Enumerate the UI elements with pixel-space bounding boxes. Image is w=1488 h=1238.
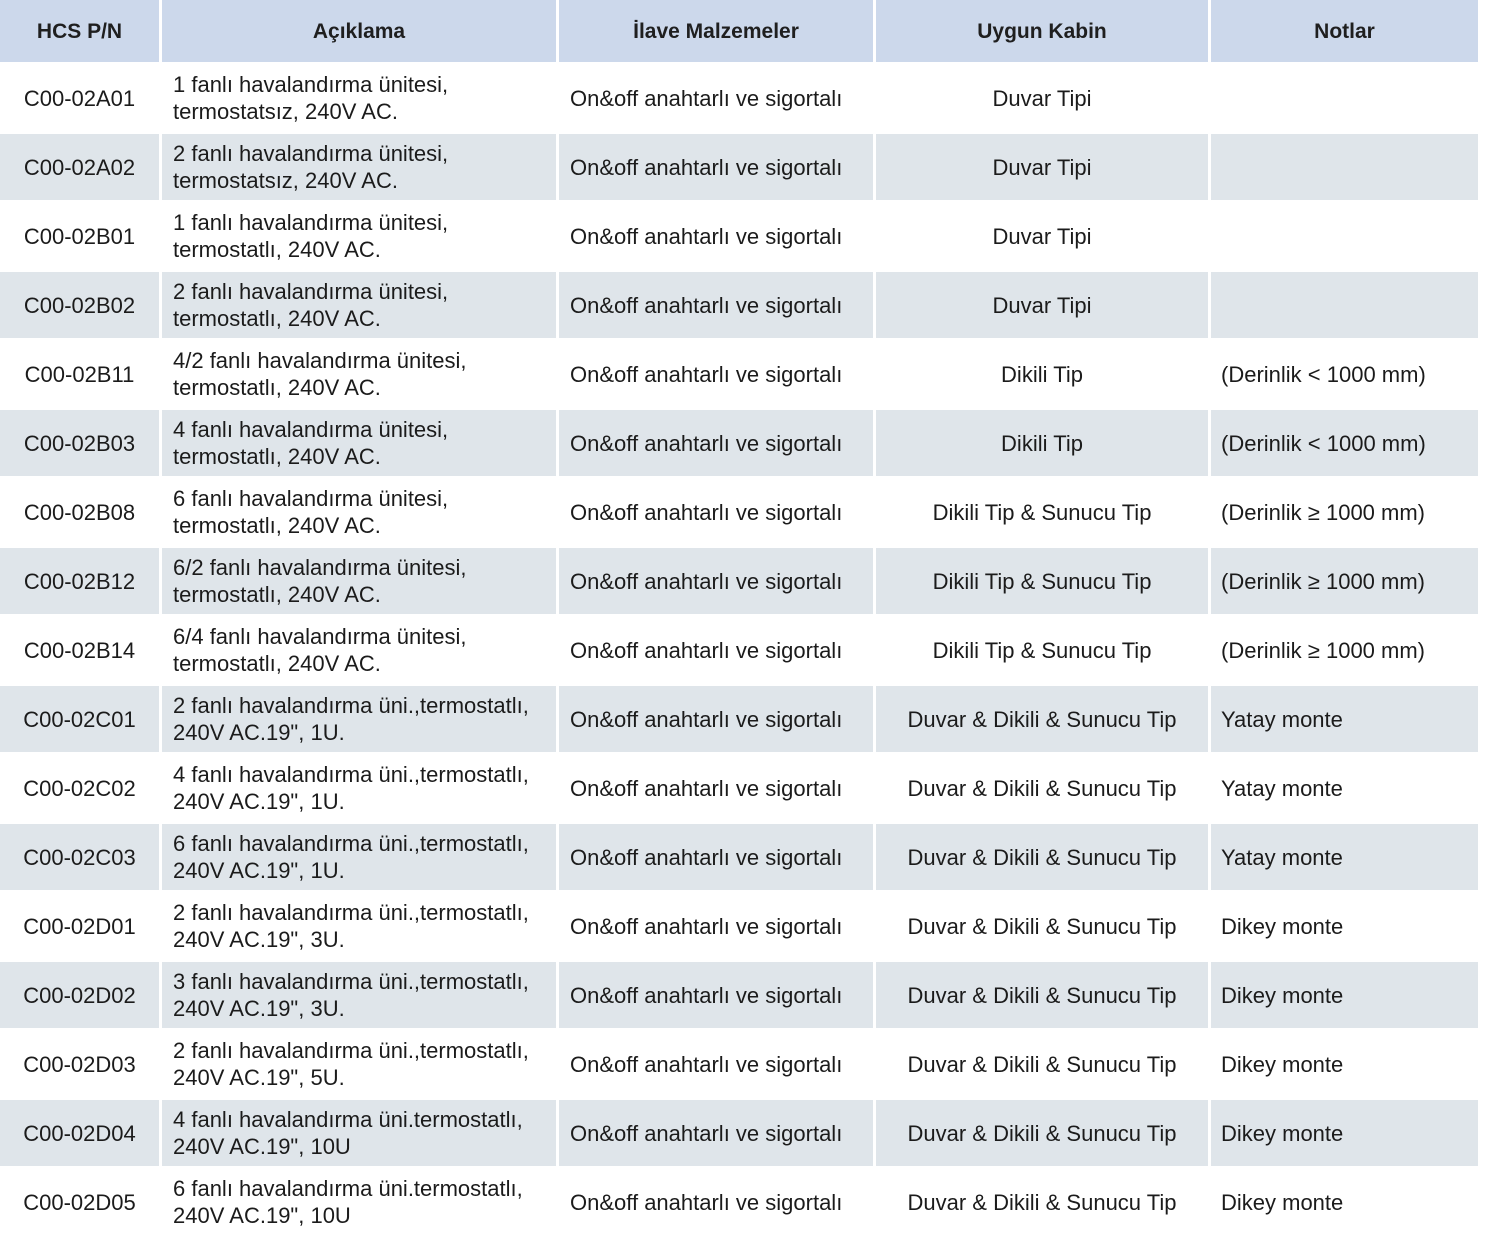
description-line-2: 240V AC.19", 3U. <box>173 927 345 952</box>
extra-materials-cell: On&off anahtarlı ve sigortalı <box>559 962 876 1031</box>
extra-materials-cell: On&off anahtarlı ve sigortalı <box>559 410 876 479</box>
notes-cell: (Derinlik < 1000 mm) <box>1211 410 1478 479</box>
description-line-2: 240V AC.19", 1U. <box>173 858 345 883</box>
suitable-cabinet-cell: Dikili Tip & Sunucu Tip <box>876 479 1211 548</box>
table-row <box>0 824 1478 893</box>
part-number-cell: C00-02D03 <box>0 1031 162 1100</box>
description-line-1: 1 fanlı havalandırma ünitesi, <box>173 72 449 97</box>
part-number-cell: C00-02B03 <box>0 410 162 479</box>
table-row <box>0 1031 1478 1100</box>
table-header-row <box>0 0 1478 65</box>
description-line-1: 4 fanlı havalandırma ünitesi, <box>173 417 449 442</box>
extra-materials-cell: On&off anahtarlı ve sigortalı <box>559 203 876 272</box>
suitable-cabinet-cell: Duvar Tipi <box>876 134 1211 203</box>
part-number-cell: C00-02B01 <box>0 203 162 272</box>
description-line-1: 2 fanlı havalandırma ünitesi, <box>173 279 449 304</box>
description-cell <box>162 755 559 824</box>
description-line-2: 240V AC.19", 1U. <box>173 720 345 745</box>
notes-cell: (Derinlik ≥ 1000 mm) <box>1211 617 1478 686</box>
table-row <box>0 686 1478 755</box>
description-text <box>173 347 467 401</box>
notes-cell: Yatay monte <box>1211 686 1478 755</box>
table-row <box>0 134 1478 203</box>
description-line-2: 240V AC.19", 5U. <box>173 1065 345 1090</box>
description-line-2: termostatlı, 240V AC. <box>173 306 381 331</box>
description-line-1: 2 fanlı havalandırma üni.,termostatlı, <box>173 1038 529 1063</box>
table-row <box>0 203 1478 272</box>
description-line-2: 240V AC.19", 3U. <box>173 996 345 1021</box>
suitable-cabinet-cell: Duvar & Dikili & Sunucu Tip <box>876 962 1211 1031</box>
part-number-cell: C00-02B14 <box>0 617 162 686</box>
part-number-cell: C00-02C02 <box>0 755 162 824</box>
notes-cell <box>1211 65 1478 134</box>
description-text <box>173 1175 523 1229</box>
description-cell <box>162 548 559 617</box>
description-line-2: termostatlı, 240V AC. <box>173 582 381 607</box>
description-text <box>173 278 448 332</box>
description-cell <box>162 1169 559 1238</box>
notes-cell <box>1211 272 1478 341</box>
description-cell <box>162 272 559 341</box>
description-line-2: termostatlı, 240V AC. <box>173 375 381 400</box>
description-cell <box>162 962 559 1031</box>
extra-materials-cell: On&off anahtarlı ve sigortalı <box>559 1169 876 1238</box>
description-line-1: 1 fanlı havalandırma ünitesi, <box>173 210 449 235</box>
description-cell <box>162 617 559 686</box>
description-line-1: 4 fanlı havalandırma üni.,termostatlı, <box>173 762 529 787</box>
description-cell <box>162 65 559 134</box>
description-cell <box>162 479 559 548</box>
extra-materials-cell: On&off anahtarlı ve sigortalı <box>559 824 876 893</box>
extra-materials-cell: On&off anahtarlı ve sigortalı <box>559 134 876 203</box>
extra-materials-cell: On&off anahtarlı ve sigortalı <box>559 272 876 341</box>
description-line-1: 6 fanlı havalandırma üni.termostatlı, <box>173 1176 523 1201</box>
notes-cell <box>1211 203 1478 272</box>
notes-cell: (Derinlik ≥ 1000 mm) <box>1211 479 1478 548</box>
table-body <box>0 65 1478 1238</box>
header-suitable-cabinet: Uygun Kabin <box>876 0 1211 65</box>
table-row <box>0 65 1478 134</box>
description-text <box>173 140 448 194</box>
table-row <box>0 617 1478 686</box>
notes-cell: Yatay monte <box>1211 755 1478 824</box>
description-line-1: 2 fanlı havalandırma ünitesi, <box>173 141 449 166</box>
description-text <box>173 623 467 677</box>
extra-materials-cell: On&off anahtarlı ve sigortalı <box>559 755 876 824</box>
part-number-cell: C00-02D05 <box>0 1169 162 1238</box>
extra-materials-cell: On&off anahtarlı ve sigortalı <box>559 548 876 617</box>
header-part-number: HCS P/N <box>0 0 162 65</box>
description-cell <box>162 1100 559 1169</box>
extra-materials-cell: On&off anahtarlı ve sigortalı <box>559 479 876 548</box>
description-line-1: 6/4 fanlı havalandırma ünitesi, <box>173 624 467 649</box>
table-row <box>0 410 1478 479</box>
description-line-2: termostatlı, 240V AC. <box>173 237 381 262</box>
notes-cell: Dikey monte <box>1211 1031 1478 1100</box>
table-row <box>0 962 1478 1031</box>
table-row <box>0 272 1478 341</box>
table-row <box>0 341 1478 410</box>
suitable-cabinet-cell: Duvar Tipi <box>876 203 1211 272</box>
part-number-cell: C00-02B02 <box>0 272 162 341</box>
description-text <box>173 1106 523 1160</box>
table-row <box>0 1100 1478 1169</box>
description-line-2: 240V AC.19", 1U. <box>173 789 345 814</box>
description-text <box>173 554 467 608</box>
table-row <box>0 755 1478 824</box>
description-text <box>173 830 529 884</box>
description-cell <box>162 824 559 893</box>
notes-cell: Dikey monte <box>1211 962 1478 1031</box>
header-description: Açıklama <box>162 0 559 65</box>
notes-cell: Dikey monte <box>1211 1100 1478 1169</box>
extra-materials-cell: On&off anahtarlı ve sigortalı <box>559 65 876 134</box>
suitable-cabinet-cell: Duvar & Dikili & Sunucu Tip <box>876 686 1211 755</box>
description-text <box>173 692 529 746</box>
description-line-2: termostatsız, 240V AC. <box>173 99 398 124</box>
description-line-1: 6/2 fanlı havalandırma ünitesi, <box>173 555 467 580</box>
description-line-2: 240V AC.19", 10U <box>173 1134 351 1159</box>
description-cell <box>162 1031 559 1100</box>
part-number-cell: C00-02B12 <box>0 548 162 617</box>
description-line-2: termostatsız, 240V AC. <box>173 168 398 193</box>
description-text <box>173 968 529 1022</box>
notes-cell: (Derinlik < 1000 mm) <box>1211 341 1478 410</box>
description-cell <box>162 203 559 272</box>
part-number-cell: C00-02D02 <box>0 962 162 1031</box>
suitable-cabinet-cell: Duvar & Dikili & Sunucu Tip <box>876 1031 1211 1100</box>
extra-materials-cell: On&off anahtarlı ve sigortalı <box>559 893 876 962</box>
suitable-cabinet-cell: Duvar & Dikili & Sunucu Tip <box>876 893 1211 962</box>
part-number-cell: C00-02C01 <box>0 686 162 755</box>
suitable-cabinet-cell: Duvar & Dikili & Sunucu Tip <box>876 755 1211 824</box>
part-number-cell: C00-02C03 <box>0 824 162 893</box>
description-cell <box>162 134 559 203</box>
header-extra-materials: İlave Malzemeler <box>559 0 876 65</box>
part-number-cell: C00-02B11 <box>0 341 162 410</box>
part-number-cell: C00-02D04 <box>0 1100 162 1169</box>
suitable-cabinet-cell: Duvar Tipi <box>876 272 1211 341</box>
extra-materials-cell: On&off anahtarlı ve sigortalı <box>559 686 876 755</box>
suitable-cabinet-cell: Duvar & Dikili & Sunucu Tip <box>876 1169 1211 1238</box>
part-number-cell: C00-02A01 <box>0 65 162 134</box>
part-number-cell: C00-02B08 <box>0 479 162 548</box>
table-row <box>0 479 1478 548</box>
notes-cell: (Derinlik ≥ 1000 mm) <box>1211 548 1478 617</box>
description-text <box>173 416 448 470</box>
notes-cell <box>1211 134 1478 203</box>
suitable-cabinet-cell: Dikili Tip <box>876 410 1211 479</box>
notes-cell: Dikey monte <box>1211 1169 1478 1238</box>
extra-materials-cell: On&off anahtarlı ve sigortalı <box>559 341 876 410</box>
description-line-1: 6 fanlı havalandırma ünitesi, <box>173 486 449 511</box>
description-line-2: termostatlı, 240V AC. <box>173 651 381 676</box>
extra-materials-cell: On&off anahtarlı ve sigortalı <box>559 1100 876 1169</box>
extra-materials-cell: On&off anahtarlı ve sigortalı <box>559 617 876 686</box>
description-line-2: 240V AC.19", 10U <box>173 1203 351 1228</box>
extra-materials-cell: On&off anahtarlı ve sigortalı <box>559 1031 876 1100</box>
description-cell <box>162 686 559 755</box>
part-number-cell: C00-02A02 <box>0 134 162 203</box>
description-cell <box>162 341 559 410</box>
description-line-2: termostatlı, 240V AC. <box>173 444 381 469</box>
description-text <box>173 485 448 539</box>
header-notes: Notlar <box>1211 0 1478 65</box>
description-line-2: termostatlı, 240V AC. <box>173 513 381 538</box>
table-row <box>0 893 1478 962</box>
description-text <box>173 1037 529 1091</box>
suitable-cabinet-cell: Dikili Tip & Sunucu Tip <box>876 548 1211 617</box>
suitable-cabinet-cell: Duvar Tipi <box>876 65 1211 134</box>
table-row <box>0 548 1478 617</box>
part-number-cell: C00-02D01 <box>0 893 162 962</box>
suitable-cabinet-cell: Dikili Tip & Sunucu Tip <box>876 617 1211 686</box>
table-row <box>0 1169 1478 1238</box>
description-line-1: 6 fanlı havalandırma üni.,termostatlı, <box>173 831 529 856</box>
suitable-cabinet-cell: Duvar & Dikili & Sunucu Tip <box>876 824 1211 893</box>
suitable-cabinet-cell: Duvar & Dikili & Sunucu Tip <box>876 1100 1211 1169</box>
suitable-cabinet-cell: Dikili Tip <box>876 341 1211 410</box>
notes-cell: Yatay monte <box>1211 824 1478 893</box>
description-line-1: 4/2 fanlı havalandırma ünitesi, <box>173 348 467 373</box>
description-text <box>173 209 448 263</box>
description-line-1: 2 fanlı havalandırma üni.,termostatlı, <box>173 900 529 925</box>
description-line-1: 2 fanlı havalandırma üni.,termostatlı, <box>173 693 529 718</box>
description-text <box>173 899 529 953</box>
notes-cell: Dikey monte <box>1211 893 1478 962</box>
description-cell <box>162 893 559 962</box>
description-line-1: 4 fanlı havalandırma üni.termostatlı, <box>173 1107 523 1132</box>
description-cell <box>162 410 559 479</box>
description-text <box>173 71 448 125</box>
description-line-1: 3 fanlı havalandırma üni.,termostatlı, <box>173 969 529 994</box>
description-text <box>173 761 529 815</box>
